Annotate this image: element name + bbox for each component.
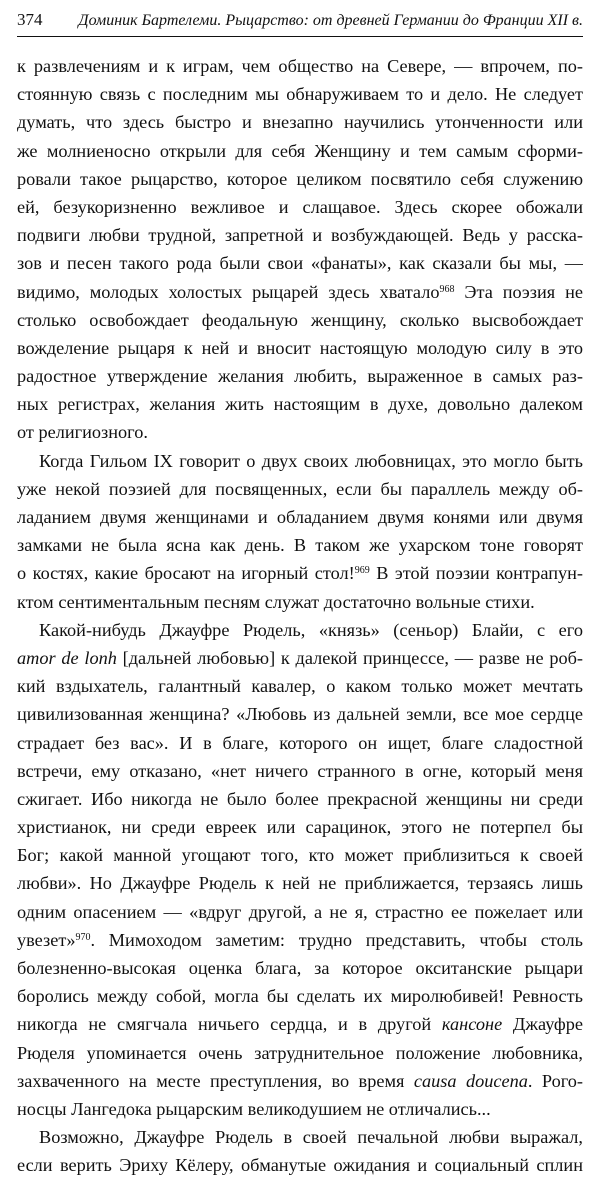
- text-line: [17, 757, 583, 785]
- text-line: [17, 813, 583, 841]
- text-line: [17, 334, 583, 362]
- text-run: стоянную связь с последним мы обнаруживаем то и дело. Не следует: [17, 84, 583, 105]
- text-run: болезненно-высокая оценка блага, за которое окситанские рыцари: [17, 958, 583, 978]
- text-run: боролись между собой, могла бы сделать их миролюбивей! Ревность: [17, 986, 583, 1007]
- text-line: [17, 531, 583, 559]
- text-run: увезет»: [17, 929, 76, 950]
- text-run: Джауфре: [502, 1014, 583, 1035]
- text-run: . Мимоходом заметим: трудно представить, чтобы столь: [90, 929, 583, 950]
- text-line: [17, 249, 583, 277]
- text-line: [17, 418, 583, 446]
- text-run: встречи, ему отказано, «нет ничего странного в огне, который меня: [17, 760, 583, 781]
- text-line: [17, 616, 583, 644]
- text-run: никогда не смягчала ничьего сердца, и в другой: [17, 1014, 442, 1035]
- text-run: видимо, молодых холостых рыцарей здесь хватало: [17, 281, 440, 302]
- text-line: [17, 362, 583, 390]
- text-line: [17, 447, 583, 475]
- text-run: Возможно, Джауфре Рюдель в своей печальной любви выражал,: [39, 1127, 583, 1148]
- text-run: цивилизованная женщина? «Любовь из дальней земли, все мое сердце: [17, 704, 583, 725]
- text-line: [17, 926, 583, 954]
- text-run: ных регистрах, желания жить настоящим в духе, довольно далеком: [17, 394, 583, 415]
- text-line: [17, 193, 583, 221]
- page-number: 374: [17, 10, 43, 29]
- text-run: ей, безукоризненно вежливое и слащавое. Здесь скорее обожали: [17, 196, 583, 217]
- text-run: если верить Эриху Кёлеру, обманутые ожидания и социальный сплин: [17, 1155, 583, 1176]
- text-run: к развлечениям и к играм, чем общество на Севере, — впрочем, по-: [17, 56, 583, 76]
- running-title: Доминик Бартелеми. Рыцарство: от древней Германии до Франции XII в.: [78, 12, 583, 29]
- text-run: христианок, ни среди евреек или сарацинок, этого не потерпел бы: [17, 817, 583, 838]
- text-run: сжигает. Ибо никогда не было более прекрасной женщины ни среди: [17, 788, 583, 809]
- text-run: ладанием двумя женщинами и обладанием двумя конями или двумя: [17, 507, 583, 527]
- text-run: от религиозного.: [17, 422, 148, 443]
- footnote-marker: 968: [439, 283, 455, 295]
- text-run: захваченного на месте преступления, во время: [17, 1070, 414, 1091]
- text-run: Эта поэзия не: [454, 281, 583, 302]
- text-run: думать, что здесь быстро и внезапно научились утонченности или: [17, 112, 583, 133]
- text-line: [17, 672, 583, 700]
- text-run: В этой поэзии контрапун-: [369, 563, 583, 584]
- text-line: [17, 475, 583, 503]
- text-run: Какой-нибудь Джауфре Рюдель, «князь» (сеньор) Блайи, с его: [39, 619, 583, 640]
- text-line: [17, 954, 583, 982]
- text-line: [17, 80, 583, 108]
- text-line: [17, 869, 583, 897]
- text-line: [17, 785, 583, 813]
- text-run: страдает без вас». И в благе, которого он ищет, благе сладостной: [17, 732, 583, 753]
- text-run: Когда Гильом IX говорит о двух своих любовницах, это могло быть: [39, 450, 583, 471]
- italic-text: amor de lonh: [17, 647, 117, 668]
- text-run: [дальней любовью] к далекой принцессе, — разве не роб-: [116, 647, 583, 668]
- text-run: Рюделя упоминается очень затруднительное положение любовника,: [17, 1042, 583, 1063]
- text-line: [17, 588, 583, 616]
- text-run: подвиги любви трудной, запретной и возбуждающей. Ведь у расска-: [17, 225, 583, 246]
- text-line: [17, 898, 583, 926]
- text-line: [17, 982, 583, 1010]
- text-line: [17, 1151, 583, 1179]
- text-run: любви». Но Джауфре Рюдель к ней не приближается, терзаясь лишь: [17, 873, 583, 894]
- text-run: вожделение рыцаря к ней и вносит настоящую молодую силу в это: [17, 337, 583, 358]
- text-run: ровали такое рыцарство, которое целиком посвятило себя служению: [17, 168, 583, 189]
- text-line: [17, 559, 583, 587]
- text-line: [17, 165, 583, 193]
- text-run: же молниеносно открыли для себя Женщину и тем самым сформи-: [17, 140, 583, 161]
- text-run: замками не была ясна как день. В таком же ухарском тоне говорят: [17, 535, 583, 556]
- text-line: [17, 1039, 583, 1067]
- footnote-marker: 969: [354, 565, 370, 577]
- text-line: [17, 1095, 583, 1123]
- text-run: одним опасением — «вдруг другой, а не я, страстно ее пожелает или: [17, 901, 583, 922]
- text-run: . Рого-: [527, 1070, 583, 1091]
- footnote-marker: 970: [75, 931, 91, 943]
- text-line: [17, 221, 583, 249]
- text-line: [17, 390, 583, 418]
- text-line: [17, 278, 583, 306]
- text-line: [17, 108, 583, 136]
- text-line: [17, 644, 583, 672]
- page-header: [17, 10, 583, 37]
- text-line: [17, 52, 583, 80]
- text-run: ктом сентиментальным песням служат достаточно вольные стихи.: [17, 591, 535, 612]
- text-line: [17, 1010, 583, 1038]
- text-line: [17, 1123, 583, 1151]
- italic-text: кансоне: [441, 1014, 503, 1035]
- text-line: [17, 729, 583, 757]
- text-run: о костях, какие бросают на игорный стол!: [17, 563, 355, 584]
- text-run: кий вздыхатель, галантный кавалер, о каком только может мечтать: [17, 676, 583, 697]
- text-run: носцы Лангедока рыцарским великодушием не отличались...: [17, 1098, 491, 1119]
- text-line: [17, 700, 583, 728]
- text-run: зов и песен такого рода были свои «фанаты», как сказали бы мы, —: [17, 253, 583, 274]
- text-run: Бог; какой манной угощают того, кто может приблизиться к своей: [17, 845, 583, 866]
- text-line: [17, 503, 583, 531]
- body-text: [17, 52, 583, 1180]
- text-line: [17, 1067, 583, 1095]
- text-line: [17, 841, 583, 869]
- text-line: [17, 306, 583, 334]
- italic-text: causa doucena: [413, 1070, 528, 1091]
- text-run: радостное утверждение желания любить, выраженное в самых раз-: [17, 366, 583, 387]
- text-run: столько освобождает феодальную женщину, сколько высвобождает: [17, 309, 583, 330]
- text-line: [17, 137, 583, 165]
- text-run: уже некой поэзией для посвященных, если бы параллель между об-: [17, 478, 583, 499]
